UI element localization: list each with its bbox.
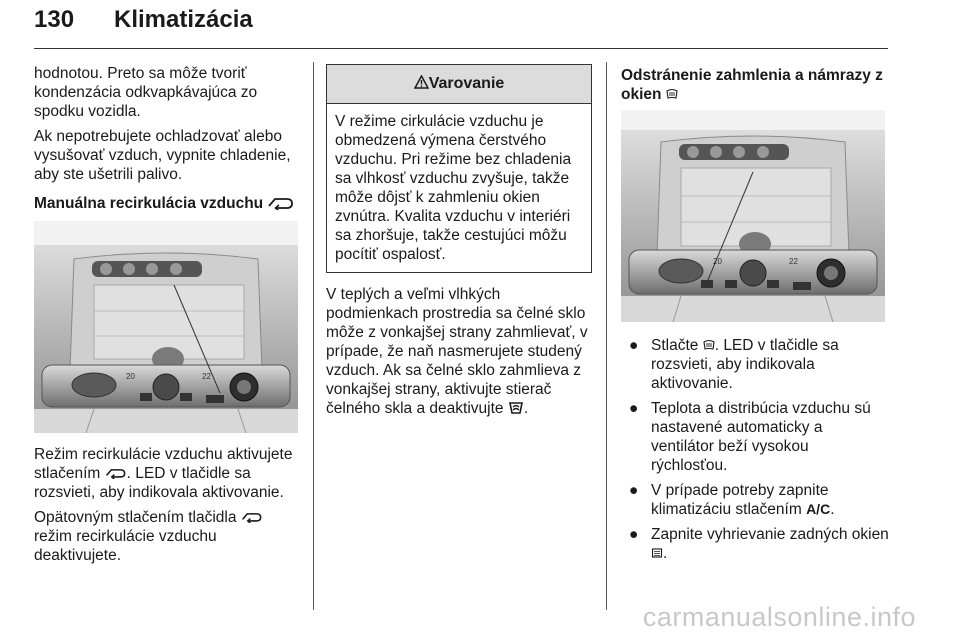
bullet-dot: ● [629, 526, 639, 543]
left-para-3: Režim recirkulácie vzduchu aktivujete stlačením . LED v tlačidle sa rozsvieti, aby indikovala aktivovanie. [34, 446, 293, 501]
middle-para: V teplých a veľmi vlhkých podmienkach prostredia sa čelné sklo môže z vonkajšej strany zahmlievať, v prípade, že naň nasmerujete studený vzduch. Ak sa čelné sklo zahmlieva z vonkajšej strany, aktivujte stierač čelného skla a deaktivujte . [326, 286, 588, 417]
recirculation-icon [267, 196, 295, 210]
column-divider-left [313, 62, 314, 610]
header-rule [34, 48, 888, 49]
warning-header [327, 65, 591, 104]
recirculation-icon [105, 467, 127, 479]
heading-text: Manuálna recirkulácia vzduchu [34, 195, 264, 212]
left-para-4: Opätovným stlačením tlačidla režim recirkulácie vzduchu deaktivujete. [34, 508, 302, 565]
list-item: ● Teplota a distribúcia vzduchu sú nastavené automaticky a ventilátor beží vysokou rýchlosťou. [629, 400, 871, 474]
warning-text: V režime cirkulácie vzduchu je obmedzená výmena čerstvého vzduchu. Pri režime bez chladenia sa vlhkosť vzduchu zvyšuje, takže môže dôjsť k zahmleniu okien zvnútra. Kvalita vzduchu v interiéri sa zhoršuje, takže cestujúci môžu pocítiť ospalosť. [335, 113, 572, 263]
rear-window-heating-icon [651, 547, 663, 559]
left-column [34, 64, 302, 571]
windshield-defrost-icon [703, 339, 715, 351]
left-para-2: Ak nepotrebujete ochladzovať alebo vysušovať vzduch, vypnite chladenie, aby ste ušetrili palivo. [34, 128, 291, 183]
page-number: 130 [34, 6, 75, 33]
warning-triangle-icon [414, 75, 429, 89]
bullet-dot: ● [629, 337, 639, 354]
list-item: ● Stlačte . LED v tlačidle sa rozsvieti, aby indikovala aktivovanie. [629, 337, 839, 392]
photo-temp-left: 20 [126, 372, 135, 381]
warning-box [326, 64, 592, 273]
list-item: ● Zapnite vyhrievanie zadných okien . [629, 526, 889, 562]
column-divider-right [606, 62, 607, 610]
heading-defrost: Odstránenie zahmlenia a námrazy z okien [621, 67, 883, 103]
heading-manual-recirculation [34, 194, 302, 213]
defrost-steps [621, 336, 889, 563]
recirculation-icon [241, 511, 263, 523]
list-item: ● V prípade potreby zapnite klimatizáciu stlačením A/C. [629, 482, 835, 518]
right-column [621, 64, 889, 569]
page-title: Klimatizácia [114, 6, 253, 33]
bullet-dot: ● [629, 400, 639, 417]
watermark: carmanualsonline.info [642, 602, 916, 632]
photo-temp-right: 22 [789, 257, 798, 266]
ac-button-label: A/C [806, 501, 831, 517]
windshield-defrost-icon [666, 88, 678, 100]
bullet-dot: ● [629, 482, 639, 499]
photo-temp-right: 22 [202, 372, 211, 381]
left-para-1: hodnotou. Preto sa môže tvoriť kondenzácia odkvapkávajúca zo spodku vozidla. [34, 65, 258, 120]
photo-climate-panel-defrost [621, 110, 885, 322]
middle-column [326, 64, 592, 424]
windshield-airflow-icon [508, 401, 524, 415]
photo-temp-left: 20 [713, 257, 722, 266]
photo-climate-panel-recirculation [34, 221, 298, 433]
warning-title: Varovanie [428, 75, 505, 92]
